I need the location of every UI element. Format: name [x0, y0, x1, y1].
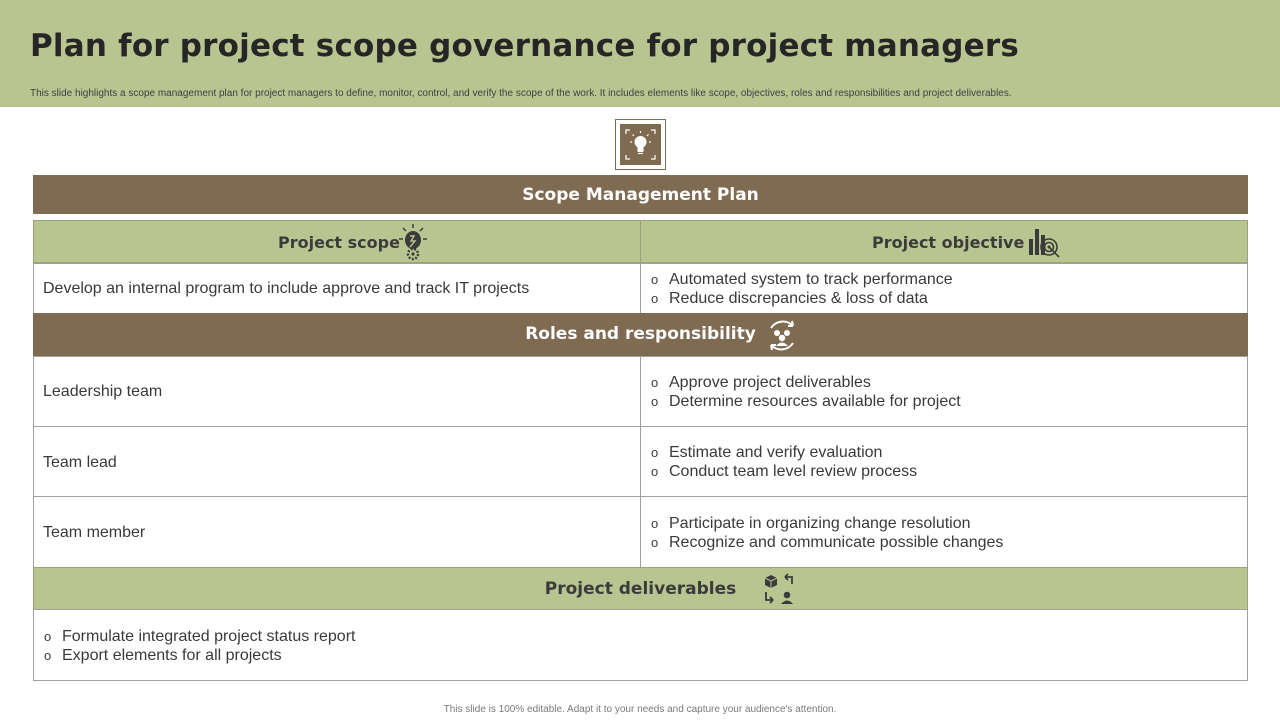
role-cell [33, 356, 641, 427]
bullet-marker: o [651, 394, 659, 409]
project-deliverables-list [44, 627, 355, 665]
page-title: Plan for project scope governance for project managers [30, 28, 1020, 64]
list-item: o Automated system to track performance [651, 271, 953, 288]
bullet-marker: o [651, 516, 659, 531]
scope-objective-content-row [33, 263, 1248, 314]
responsibility-list [651, 514, 1003, 552]
project-objective-heading [640, 220, 1248, 263]
brain-gear-icon [398, 223, 428, 266]
scope-management-plan-title: Scope Management Plan [522, 185, 759, 205]
role-name: Team member [43, 524, 146, 541]
project-scope-cell [33, 263, 641, 314]
project-scope-text: Develop an internal program to include approve and track IT projects [43, 280, 530, 297]
project-objective-list [651, 270, 953, 308]
lightbulb-icon [620, 124, 661, 165]
list-item: o Conduct team level review process [651, 463, 918, 480]
page-subtitle: This slide highlights a scope management plan for project managers to define, monitor, control, and verify the scope of the work. It includes elements like scope, objectives, roles and responsibilities and project deliverables. [30, 88, 1012, 99]
responsibility-cell [640, 496, 1248, 568]
bullet-marker: o [651, 445, 659, 460]
role-name: Team lead [43, 454, 117, 471]
table-row [33, 426, 1248, 497]
project-deliverables-band [33, 567, 1248, 610]
bullet-marker: o [651, 535, 659, 550]
table-row [33, 496, 1248, 568]
lightbulb-icon-frame [615, 119, 666, 170]
box-exchange-icon [762, 573, 796, 610]
list-item: o Approve project deliverables [651, 374, 871, 391]
list-item: o Export elements for all projects [44, 647, 282, 664]
bullet-marker: o [44, 648, 52, 663]
footer-note: This slide is 100% editable. Adapt it to your needs and capture your audience's attention. [443, 704, 837, 715]
roles-responsibility-title: Roles and responsibility [525, 324, 756, 344]
project-deliverables-row [33, 609, 1248, 681]
project-objective-label: Project objective [872, 233, 1025, 252]
responsibility-list [651, 373, 961, 411]
project-deliverables-cell [33, 609, 1248, 681]
roles-responsibility-band [33, 313, 1248, 356]
list-item: o Reduce discrepancies & loss of data [651, 290, 928, 307]
project-scope-label: Project scope [278, 233, 400, 252]
bullet-marker: o [44, 629, 52, 644]
project-objective-cell [640, 263, 1248, 314]
scope-management-plan-band [33, 175, 1248, 214]
list-item: o Recognize and communicate possible changes [651, 534, 1004, 551]
bullet-marker: o [651, 291, 659, 306]
role-cell [33, 496, 641, 568]
bullet-marker: o [651, 464, 659, 479]
bullet-marker: o [651, 375, 659, 390]
role-name: Leadership team [43, 383, 163, 400]
header-band [0, 0, 1280, 107]
role-cell [33, 426, 641, 497]
list-item: o Estimate and verify evaluation [651, 444, 883, 461]
table-row [33, 356, 1248, 427]
responsibility-cell [640, 426, 1248, 497]
target-chart-icon [1027, 225, 1061, 264]
team-cycle-icon [763, 316, 801, 359]
list-item: o Participate in organizing change resolution [651, 515, 971, 532]
project-scope-heading [33, 220, 641, 263]
bullet-marker: o [651, 272, 659, 287]
scope-objective-heading-row [33, 220, 1248, 263]
list-item: o Determine resources available for project [651, 393, 961, 410]
responsibility-list [651, 443, 917, 481]
responsibility-cell [640, 356, 1248, 427]
project-deliverables-title: Project deliverables [544, 579, 737, 599]
list-item: o Formulate integrated project status report [44, 628, 356, 645]
